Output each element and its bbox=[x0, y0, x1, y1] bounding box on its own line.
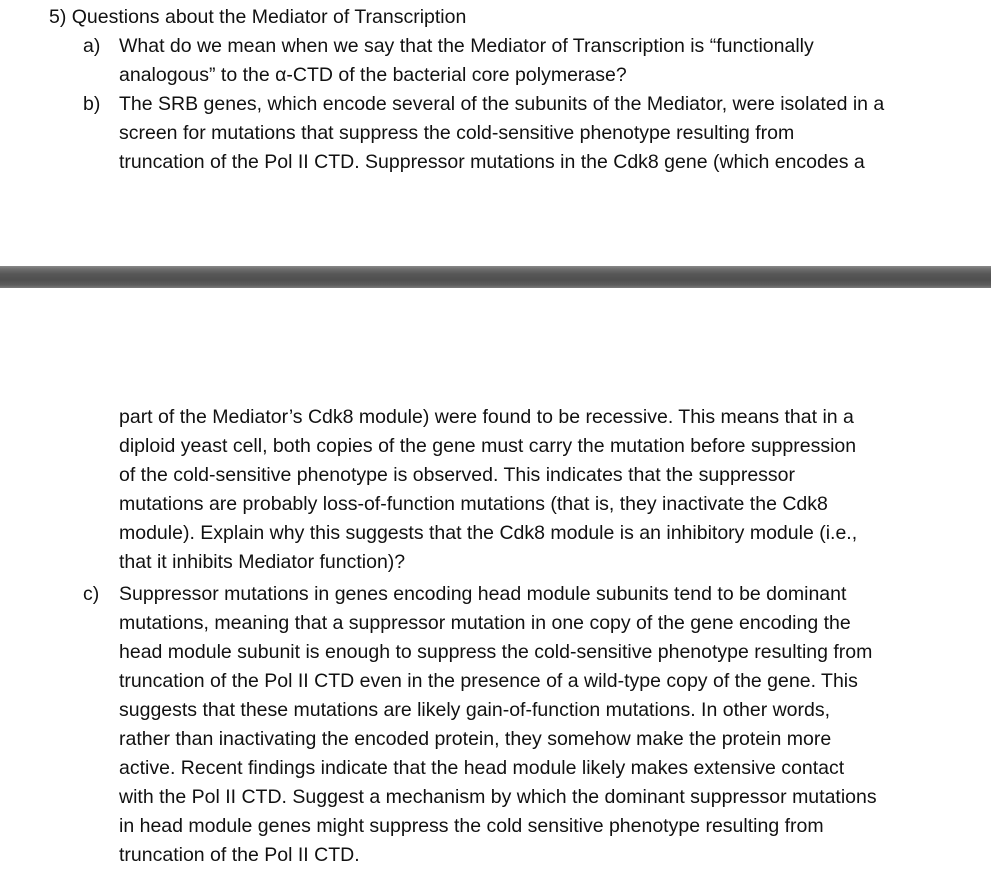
part-c-line: truncation of the Pol II CTD even in the presence of a wild-type copy of the gene. This bbox=[119, 670, 858, 692]
part-a-line: What do we mean when we say that the Mediator of Transcription is “functionally bbox=[119, 35, 814, 57]
part-b-line: of the cold-sensitive phenotype is observed. This indicates that the suppressor bbox=[119, 464, 796, 486]
part-b-line: that it inhibits Mediator function)? bbox=[119, 551, 406, 573]
part-b-line: The SRB genes, which encode several of the subunits of the Mediator, were isolated in a bbox=[119, 93, 885, 115]
part-c-line: with the Pol II CTD. Suggest a mechanism by which the dominant suppressor mutations bbox=[119, 786, 877, 808]
page-break-divider bbox=[0, 266, 991, 288]
question-heading: 5) Questions about the Mediator of Transcription bbox=[49, 6, 467, 28]
part-c-line: suggests that these mutations are likely gain-of-function mutations. In other words, bbox=[119, 699, 831, 721]
part-a-line: analogous” to the α-CTD of the bacterial core polymerase? bbox=[119, 64, 627, 86]
part-b-line: truncation of the Pol II CTD. Suppressor mutations in the Cdk8 gene (which encodes a bbox=[119, 151, 865, 173]
part-c-marker: c) bbox=[83, 583, 100, 605]
part-b-line: mutations are probably loss-of-function mutations (that is, they inactivate the Cdk8 bbox=[119, 493, 828, 515]
part-c-line: active. Recent findings indicate that the head module likely makes extensive contact bbox=[119, 757, 845, 779]
part-a-marker: a) bbox=[83, 35, 101, 57]
part-b-line: part of the Mediator’s Cdk8 module) were found to be recessive. This means that in a bbox=[119, 406, 854, 428]
part-c-line: truncation of the Pol II CTD. bbox=[119, 844, 360, 866]
part-b-line: diploid yeast cell, both copies of the gene must carry the mutation before suppression bbox=[119, 435, 857, 457]
part-c-line: rather than inactivating the encoded protein, they somehow make the protein more bbox=[119, 728, 832, 750]
part-b-line: screen for mutations that suppress the cold-sensitive phenotype resulting from bbox=[119, 122, 795, 144]
part-c-line: mutations, meaning that a suppressor mutation in one copy of the gene encoding the bbox=[119, 612, 851, 634]
part-b-marker: b) bbox=[83, 93, 101, 115]
part-c-line: in head module genes might suppress the cold sensitive phenotype resulting from bbox=[119, 815, 824, 837]
part-c-line: Suppressor mutations in genes encoding head module subunits tend to be dominant bbox=[119, 583, 847, 605]
part-b-line: module). Explain why this suggests that the Cdk8 module is an inhibitory module (i.e., bbox=[119, 522, 858, 544]
part-c-line: head module subunit is enough to suppress the cold-sensitive phenotype resulting from bbox=[119, 641, 873, 663]
